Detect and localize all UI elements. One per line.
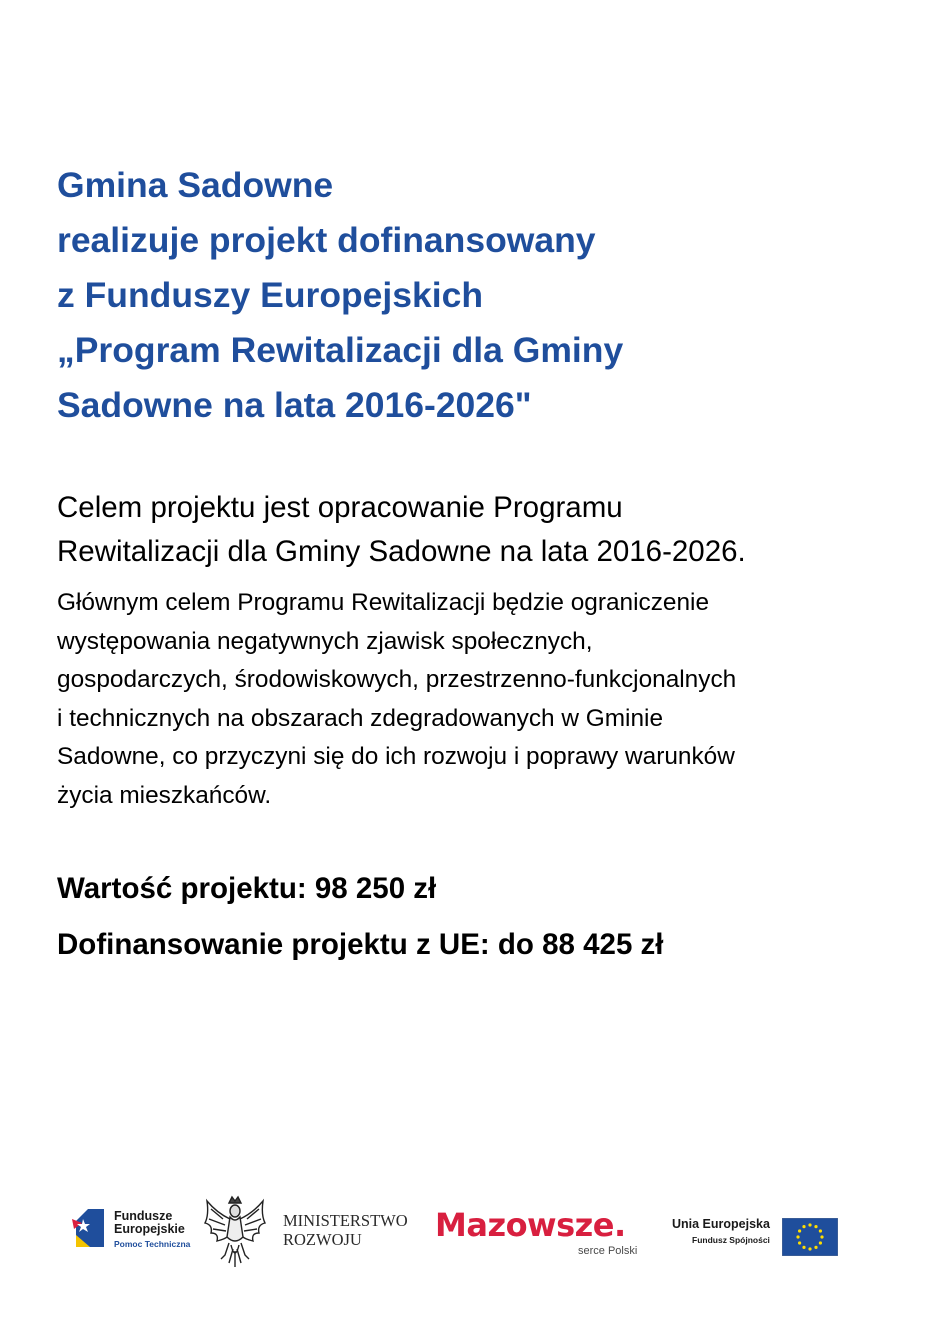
project-goal-lead bbox=[57, 486, 927, 574]
heading-line: realizuje projekt dofinansowany bbox=[57, 220, 596, 260]
description-line: występowania negatywnych zjawisk społecznych, bbox=[57, 627, 593, 655]
heading-line: Sadowne na lata 2016-2026" bbox=[57, 385, 532, 425]
description-line: życia mieszkańców. bbox=[57, 781, 272, 809]
heading-line: „Program Rewitalizacji dla Gminy bbox=[57, 330, 624, 370]
project-value: Wartość projektu: 98 250 zł bbox=[57, 872, 437, 905]
heading-line: z Funduszy Europejskich bbox=[57, 275, 484, 315]
description-line: Głównym celem Programu Rewitalizacji będzie ograniczenie bbox=[57, 589, 710, 616]
polish-eagle-logo bbox=[203, 1193, 267, 1271]
unia-europejska-line: Unia Europejska bbox=[672, 1217, 770, 1231]
mazowsze-logo bbox=[435, 1205, 655, 1265]
europejskie-line: Europejskie bbox=[114, 1222, 185, 1236]
project-heading bbox=[57, 158, 917, 433]
heading-line: Gmina Sadowne bbox=[57, 165, 334, 205]
rozwoju-line: ROZWOJU bbox=[283, 1230, 362, 1249]
mazowsze-wordmark: Mazowsze. bbox=[435, 1206, 626, 1244]
fundusze-text bbox=[114, 1210, 190, 1251]
unia-europejska-logo bbox=[672, 1215, 842, 1260]
mazowsze-tagline: serce Polski bbox=[578, 1245, 638, 1257]
ministerstwo-line: MINISTERSTWO bbox=[283, 1211, 408, 1230]
fundusze-line: Fundusze bbox=[114, 1209, 173, 1223]
pomoc-techniczna-line: Pomoc Techniczna bbox=[114, 1239, 191, 1249]
lead-line: Rewitalizacji dla Gminy Sadowne na lata 2016-2026. bbox=[57, 535, 746, 568]
polish-eagle-emblem bbox=[203, 1193, 267, 1271]
fundusze-europejskie-logo bbox=[70, 1200, 220, 1260]
fundusz-spojnosci-line: Fundusz Spójności bbox=[692, 1235, 770, 1245]
eu-flag-icon bbox=[782, 1218, 838, 1256]
eu-funds-icon bbox=[70, 1205, 106, 1251]
ministerstwo-rozwoju-logo bbox=[283, 1211, 408, 1249]
description-line: i technicznych na obszarach zdegradowanych w Gminie bbox=[57, 704, 664, 732]
description-line: gospodarczych, środowiskowych, przestrzenno-funkcjonalnych bbox=[57, 666, 737, 694]
lead-line: Celem projektu jest opracowanie Programu bbox=[57, 491, 623, 524]
unia-text bbox=[672, 1217, 770, 1247]
project-description bbox=[57, 584, 927, 816]
description-line: Sadowne, co przyczyni się do ich rozwoju i poprawy warunków bbox=[57, 743, 735, 771]
logo-strip bbox=[0, 1185, 950, 1285]
eu-funding-value: Dofinansowanie projektu z UE: do 88 425 zł bbox=[57, 928, 664, 961]
